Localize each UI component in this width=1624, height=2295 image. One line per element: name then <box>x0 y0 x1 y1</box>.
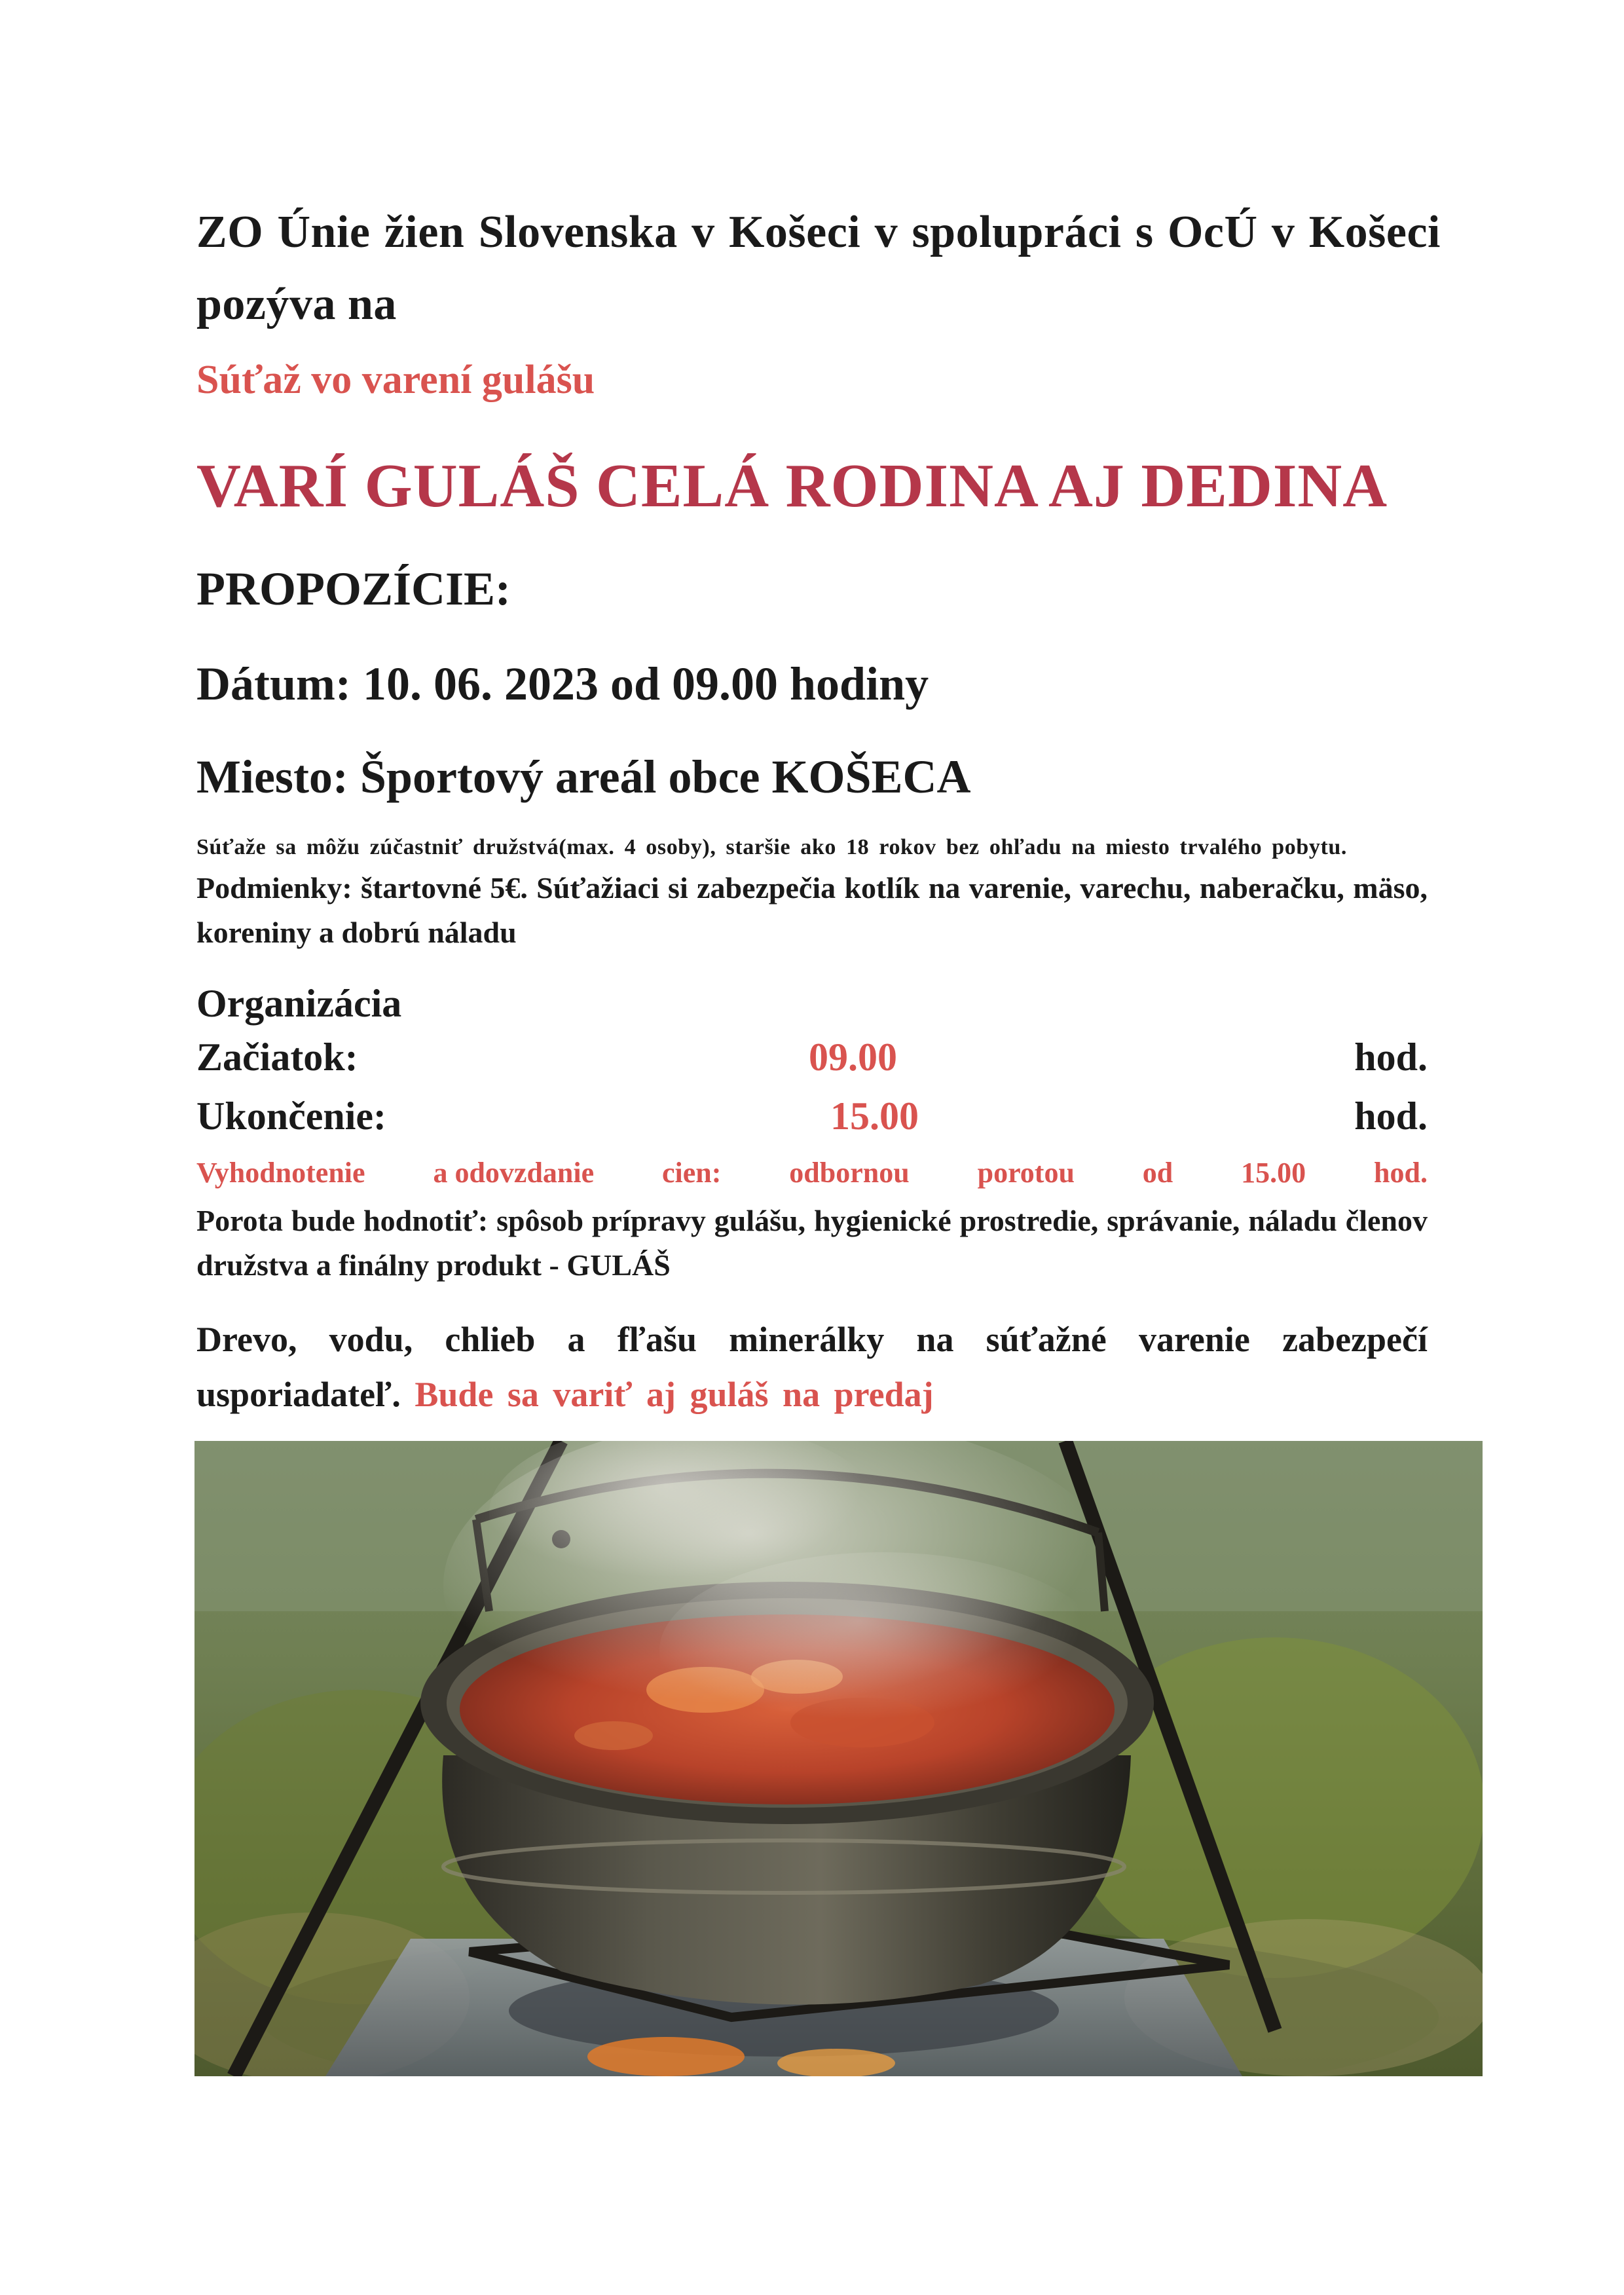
evaluation-word: porotou <box>977 1157 1075 1189</box>
evaluation-word: od <box>1142 1157 1173 1189</box>
conditions-text: Podmienky: štartovné 5€. Súťažiaci si zabezpečia kotlík na varenie, varechu, naberačku, mäso, koreniny a dobrú náladu <box>196 871 1428 949</box>
date-line: Dátum: 10. 06. 2023 od 09.00 hodiny <box>196 658 929 710</box>
contest-title: Súťaž vo varení gulášu <box>196 358 595 402</box>
start-label: Začiatok: <box>196 1036 358 1079</box>
headline: VARÍ GULÁŠ CELÁ RODINA AJ DEDINA <box>196 452 1388 520</box>
start-time: 09.00 <box>809 1036 897 1079</box>
organization-heading: Organizácia <box>196 982 402 1025</box>
sale-note: Bude sa variť aj guláš na predaj <box>415 1375 934 1414</box>
end-label: Ukončenie: <box>196 1094 386 1138</box>
end-time: 15.00 <box>830 1094 919 1138</box>
evaluation-word: a odovzdanie <box>433 1157 595 1189</box>
end-row <box>196 1094 1428 1146</box>
evaluation-word: 15.00 <box>1241 1157 1306 1189</box>
evaluation-word: Vyhodnotenie <box>196 1157 365 1189</box>
supplies-text: Drevo, vodu, chlieb a fľašu minerálky na súťažné varenie zabezpečí usporiadateľ. <box>196 1320 1428 1414</box>
evaluation-word: hod. <box>1374 1157 1428 1189</box>
start-row <box>196 1035 1428 1087</box>
evaluation-line <box>196 1156 1428 1189</box>
evaluation-word: odbornou <box>789 1157 910 1189</box>
eligibility-text: Súťaže sa môžu zúčastniť družstvá(max. 4 osoby), staršie ako 18 rokov bez ohľadu na miesto trvalého pobytu. <box>196 835 1348 859</box>
propositions-heading: PROPOZÍCIE: <box>196 563 511 615</box>
jury-text: Porota bude hodnotiť: spôsob prípravy gulášu, hygienické prostredie, správanie, náladu členov družstva a finálny produkt - GULÁŠ <box>196 1204 1428 1282</box>
end-unit: hod. <box>1354 1094 1428 1138</box>
evaluation-word: cien: <box>662 1157 722 1189</box>
supplies-paragraph <box>196 1312 1428 1422</box>
goulash-cauldron-photo <box>194 1441 1483 2076</box>
place-line: Miesto: Športový areál obce KOŠECA <box>196 751 971 803</box>
start-unit: hod. <box>1354 1036 1428 1079</box>
intro-text: ZO Únie žien Slovenska v Košeci v spolupráci s OcÚ v Košeci pozýva na <box>196 207 1441 329</box>
